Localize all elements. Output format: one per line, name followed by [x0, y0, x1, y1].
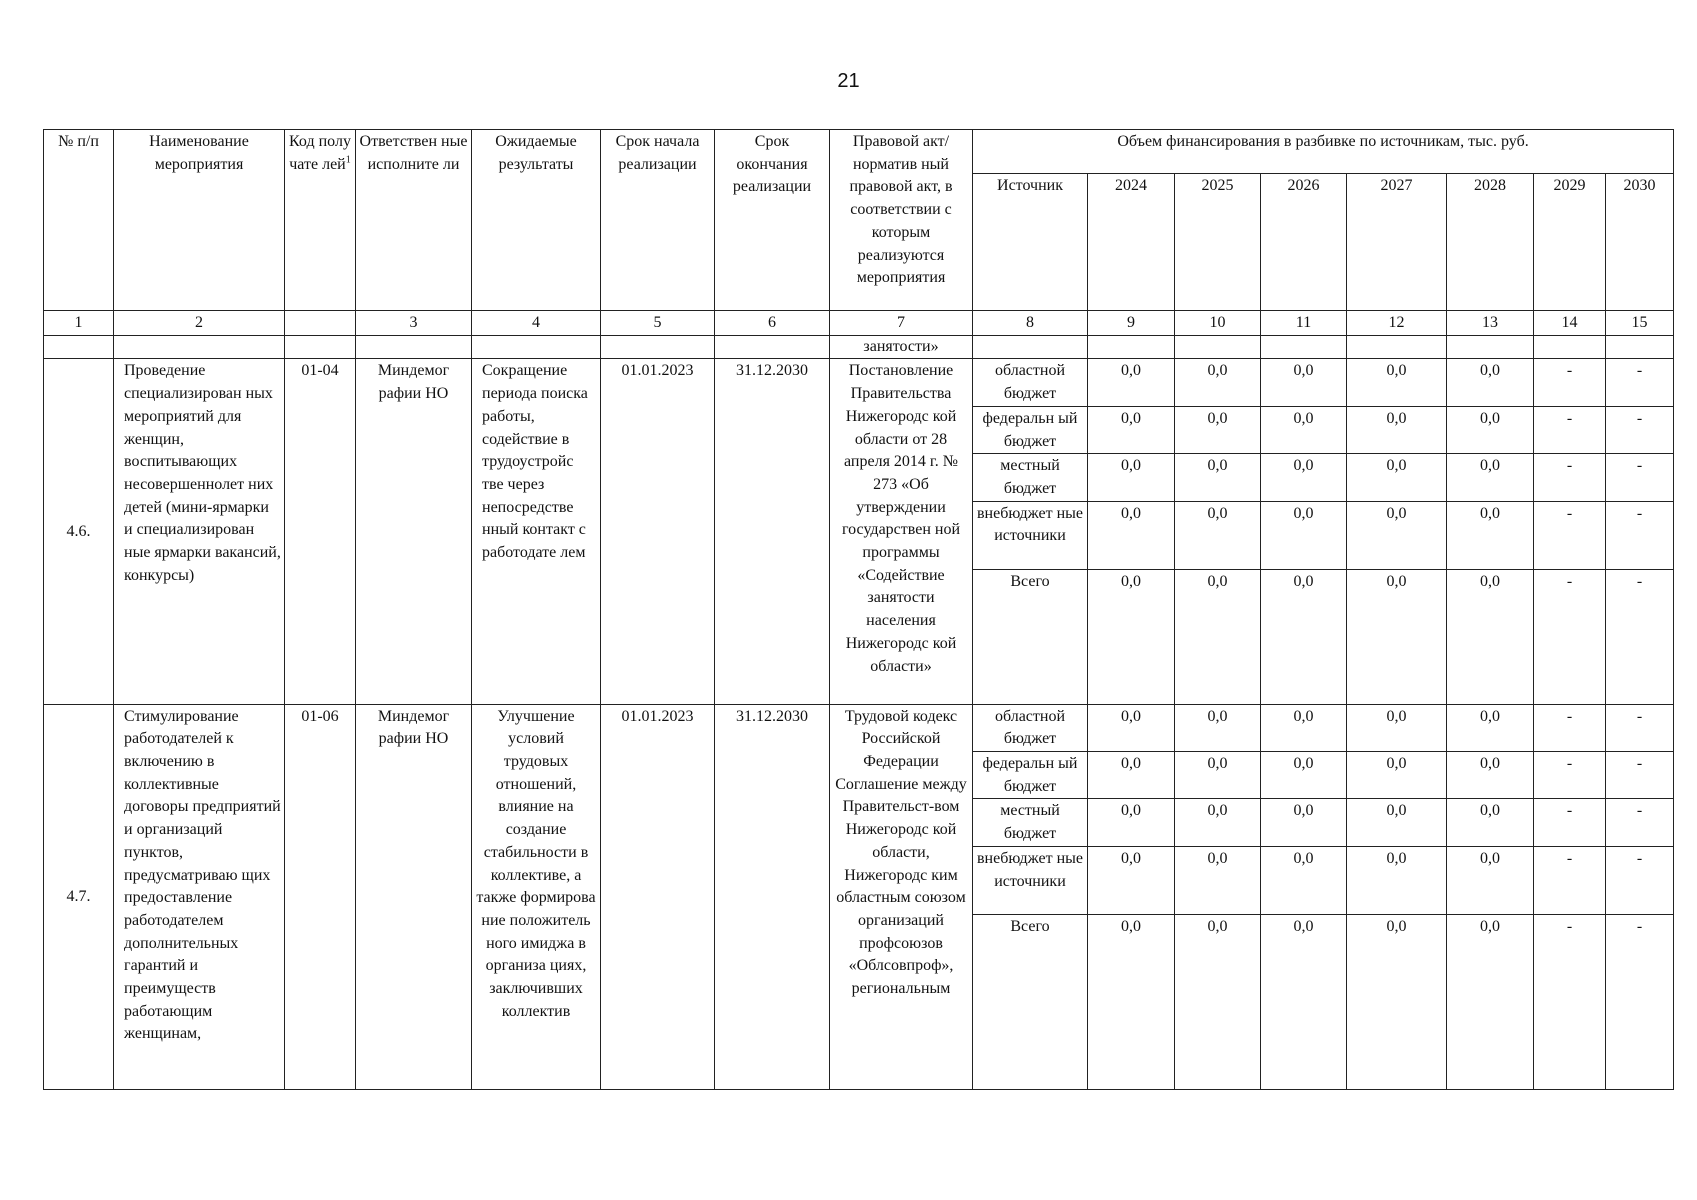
column-number: 4	[472, 311, 601, 336]
legal-act: Трудовой кодекс Российской Федерации Соглашение между Правительст-вом Нижегородс кой области, Нижегородс ким областным союзом организаций профсоюзов «Облсовпроф», региональным	[830, 704, 973, 1089]
column-number: 3	[356, 311, 472, 336]
funding-value-2028: 0,0	[1447, 846, 1534, 914]
page-number: 21	[837, 70, 860, 92]
funding-value-2026: 0,0	[1261, 846, 1347, 914]
funding-value-2024: 0,0	[1088, 799, 1175, 846]
start-date: 01.01.2023	[601, 704, 715, 1089]
measures-table	[43, 129, 1674, 1090]
header-code-text: Код полу чате лей	[289, 133, 351, 173]
continuation-text: занятости»	[830, 335, 973, 359]
funding-value-2027: 0,0	[1347, 914, 1447, 1089]
header-num: № п/п	[44, 130, 114, 311]
funding-value-2029: -	[1534, 846, 1606, 914]
header-year-2029: 2029	[1534, 174, 1606, 311]
funding-value-2030: -	[1606, 454, 1674, 501]
measure-name: Проведение специализирован ных мероприятий для женщин, воспитывающих несовершеннолет них детей (мини-ярмарки и специализирован ные ярмарки вакансий, конкурсы)	[114, 359, 285, 704]
continuation-row	[44, 335, 1674, 359]
recipient-code: 01-04	[285, 359, 356, 704]
start-date: 01.01.2023	[601, 359, 715, 704]
funding-value-2027: 0,0	[1347, 359, 1447, 406]
funding-value-2030: -	[1606, 914, 1674, 1089]
table-body	[44, 130, 1674, 1090]
column-number: 6	[715, 311, 830, 336]
funding-value-2028: 0,0	[1447, 752, 1534, 799]
column-number: 5	[601, 311, 715, 336]
funding-value-2027: 0,0	[1347, 406, 1447, 453]
header-year-2024: 2024	[1088, 174, 1175, 311]
funding-source: местный бюджет	[973, 799, 1088, 846]
funding-value-2028: 0,0	[1447, 406, 1534, 453]
funding-value-2029: -	[1534, 406, 1606, 453]
funding-value-2025: 0,0	[1175, 704, 1261, 751]
funding-value-2025: 0,0	[1175, 454, 1261, 501]
funding-value-2026: 0,0	[1261, 454, 1347, 501]
funding-value-2028: 0,0	[1447, 501, 1534, 569]
expected-results: Улучшение условий трудовых отношений, влияние на создание стабильности в коллективе, а также формирова ние положитель ного имиджа в организа циях, заключивших коллектив	[472, 704, 601, 1089]
header-start: Срок начала реализации	[601, 130, 715, 311]
funding-value-2030: -	[1606, 704, 1674, 751]
funding-value-2028: 0,0	[1447, 799, 1534, 846]
header-source: Источник	[973, 174, 1088, 311]
funding-value-2027: 0,0	[1347, 752, 1447, 799]
funding-value-2025: 0,0	[1175, 501, 1261, 569]
funding-value-2029: -	[1534, 752, 1606, 799]
column-number: 7	[830, 311, 973, 336]
funding-source: областной бюджет	[973, 359, 1088, 406]
responsible-executor: Миндемог рафии НО	[356, 359, 472, 704]
column-number: 8	[973, 311, 1088, 336]
funding-value-2030: -	[1606, 799, 1674, 846]
funding-row	[44, 704, 1674, 751]
funding-value-2026: 0,0	[1261, 752, 1347, 799]
funding-value-2029: -	[1534, 569, 1606, 704]
header-year-2028: 2028	[1447, 174, 1534, 311]
funding-value-2027: 0,0	[1347, 569, 1447, 704]
funding-value-2024: 0,0	[1088, 454, 1175, 501]
funding-value-2029: -	[1534, 799, 1606, 846]
column-number: 2	[114, 311, 285, 336]
funding-value-2028: 0,0	[1447, 359, 1534, 406]
funding-value-2028: 0,0	[1447, 569, 1534, 704]
funding-source: внебюджет ные источники	[973, 846, 1088, 914]
funding-value-2026: 0,0	[1261, 914, 1347, 1089]
funding-value-2025: 0,0	[1175, 752, 1261, 799]
funding-source: областной бюджет	[973, 704, 1088, 751]
column-numbers-row	[44, 311, 1674, 336]
funding-row	[44, 359, 1674, 406]
measure-name: Стимулирование работодателей к включению в коллективные договоры предприятий и организаций пунктов, предусматриваю щих предоставление работодателем дополнительных гарантий и преимуществ работающим женщинам,	[114, 704, 285, 1089]
funding-source: федеральн ый бюджет	[973, 406, 1088, 453]
funding-value-2030: -	[1606, 359, 1674, 406]
funding-source: федеральн ый бюджет	[973, 752, 1088, 799]
funding-value-2025: 0,0	[1175, 569, 1261, 704]
responsible-executor: Миндемог рафии НО	[356, 704, 472, 1089]
funding-value-2025: 0,0	[1175, 359, 1261, 406]
header-year-2025: 2025	[1175, 174, 1261, 311]
header-year-2026: 2026	[1261, 174, 1347, 311]
funding-value-2030: -	[1606, 752, 1674, 799]
header-results: Ожидаемые результаты	[472, 130, 601, 311]
header-year-2027: 2027	[1347, 174, 1447, 311]
funding-value-2026: 0,0	[1261, 406, 1347, 453]
funding-value-2026: 0,0	[1261, 569, 1347, 704]
funding-value-2024: 0,0	[1088, 704, 1175, 751]
funding-value-2030: -	[1606, 569, 1674, 704]
legal-act: Постановление Правительства Нижегородс кой области от 28 апреля 2014 г. № 273 «Об утверждении государствен ной программы «Содействие занятости населения Нижегородс кой области»	[830, 359, 973, 704]
measure-number: 4.7.	[44, 704, 114, 1089]
funding-value-2024: 0,0	[1088, 846, 1175, 914]
column-number: 10	[1175, 311, 1261, 336]
funding-value-2024: 0,0	[1088, 406, 1175, 453]
funding-value-2026: 0,0	[1261, 359, 1347, 406]
header-row-1	[44, 130, 1674, 174]
funding-value-2024: 0,0	[1088, 914, 1175, 1089]
funding-value-2030: -	[1606, 846, 1674, 914]
header-responsible: Ответствен ные исполните ли	[356, 130, 472, 311]
column-number	[285, 311, 356, 336]
funding-value-2028: 0,0	[1447, 704, 1534, 751]
funding-source: Всего	[973, 914, 1088, 1089]
funding-value-2024: 0,0	[1088, 752, 1175, 799]
expected-results: Сокращение периода поиска работы, содействие в трудоустройс тве через непосредстве нный контакт с работодате лем	[472, 359, 601, 704]
funding-value-2027: 0,0	[1347, 704, 1447, 751]
column-number: 12	[1347, 311, 1447, 336]
funding-value-2026: 0,0	[1261, 799, 1347, 846]
funding-value-2030: -	[1606, 501, 1674, 569]
funding-value-2026: 0,0	[1261, 501, 1347, 569]
column-number: 15	[1606, 311, 1674, 336]
header-funding: Объем финансирования в разбивке по источникам, тыс. руб.	[973, 130, 1674, 174]
column-number: 11	[1261, 311, 1347, 336]
funding-value-2024: 0,0	[1088, 569, 1175, 704]
header-code	[285, 130, 356, 311]
funding-value-2029: -	[1534, 454, 1606, 501]
header-legal: Правовой акт/норматив ный правовой акт, в соответствии с которым реализуются мероприятия	[830, 130, 973, 311]
funding-value-2025: 0,0	[1175, 914, 1261, 1089]
funding-value-2024: 0,0	[1088, 501, 1175, 569]
column-number: 14	[1534, 311, 1606, 336]
funding-value-2025: 0,0	[1175, 406, 1261, 453]
funding-value-2028: 0,0	[1447, 914, 1534, 1089]
funding-value-2030: -	[1606, 406, 1674, 453]
header-code-footnote: 1	[345, 154, 351, 166]
funding-value-2027: 0,0	[1347, 846, 1447, 914]
funding-value-2029: -	[1534, 359, 1606, 406]
end-date: 31.12.2030	[715, 704, 830, 1089]
funding-value-2024: 0,0	[1088, 359, 1175, 406]
funding-value-2029: -	[1534, 501, 1606, 569]
end-date: 31.12.2030	[715, 359, 830, 704]
recipient-code: 01-06	[285, 704, 356, 1089]
funding-value-2026: 0,0	[1261, 704, 1347, 751]
funding-source: Всего	[973, 569, 1088, 704]
funding-source: внебюджет ные источники	[973, 501, 1088, 569]
column-number: 13	[1447, 311, 1534, 336]
funding-value-2029: -	[1534, 704, 1606, 751]
funding-value-2028: 0,0	[1447, 454, 1534, 501]
funding-source: местный бюджет	[973, 454, 1088, 501]
header-end: Срок окончания реализации	[715, 130, 830, 311]
measure-number: 4.6.	[44, 359, 114, 704]
funding-value-2027: 0,0	[1347, 501, 1447, 569]
column-number: 9	[1088, 311, 1175, 336]
header-year-2030: 2030	[1606, 174, 1674, 311]
header-name: Наименование мероприятия	[114, 130, 285, 311]
funding-value-2025: 0,0	[1175, 799, 1261, 846]
funding-value-2025: 0,0	[1175, 846, 1261, 914]
column-number: 1	[44, 311, 114, 336]
funding-value-2027: 0,0	[1347, 799, 1447, 846]
funding-value-2027: 0,0	[1347, 454, 1447, 501]
funding-value-2029: -	[1534, 914, 1606, 1089]
